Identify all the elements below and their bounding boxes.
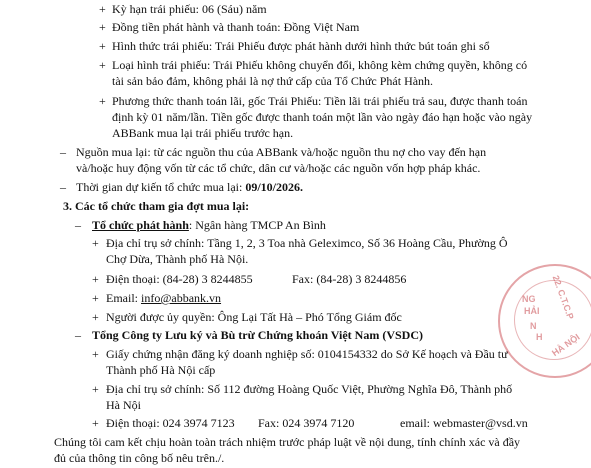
bullet-dash: – <box>60 145 66 159</box>
bullet-dash: – <box>60 180 66 194</box>
seal-text-mid4: H <box>536 332 543 342</box>
issuer-line <box>92 218 326 233</box>
vsdc-name: Tổng Công ty Lưu ký và Bù trừ Chứng khoán Việt Nam (VSDC) <box>92 328 423 342</box>
bullet-plus: + <box>92 236 99 250</box>
bullet-dash: – <box>75 218 81 232</box>
bullet-plus: + <box>92 310 99 324</box>
issuer-name: : Ngân hàng TMCP An Bình <box>188 218 326 232</box>
issuer-fax: Fax: (84-28) 3 8244856 <box>292 272 407 286</box>
bullet-plus: + <box>99 2 106 16</box>
issuer-label: Tổ chức phát hành <box>92 218 189 232</box>
bullet-dash: – <box>75 328 81 342</box>
expected-time-label: Thời gian dự kiến tổ chức mua lại: <box>76 180 246 194</box>
bullet-plus: + <box>92 291 99 305</box>
seal-text-mid3: N <box>530 321 537 331</box>
issuer-email-label: Email: <box>106 291 141 305</box>
closing-line1: Chúng tôi cam kết chịu hoàn toàn trách nhiệm trước pháp luật về nội dung, tính chính xác và đầy <box>54 435 521 449</box>
issuer-address-line1: Địa chỉ trụ sở chính: Tầng 1, 2, 3 Toa nhà Geleximco, Số 36 Hoàng Cầu, Phường Ô <box>106 236 508 250</box>
bullet-plus: + <box>99 94 106 108</box>
bond-type-line1: Loại hình trái phiếu: Trái Phiếu không chuyển đổi, không kèm chứng quyền, không có <box>112 58 528 72</box>
issuer-address-line2: Chợ Dừa, Thành phố Hà Nội. <box>106 252 249 266</box>
payment-method-line2: định kỳ 01 năm/lần. Tiền gốc được thanh toán một lần vào ngày đáo hạn hoặc vào ngày <box>112 110 533 124</box>
bond-tenor: Kỳ hạn trái phiếu: 06 (Sáu) năm <box>112 2 267 16</box>
vsdc-email: email: webmaster@vsd.vn <box>400 416 528 430</box>
vsdc-address-line2: Hà Nội <box>106 398 141 412</box>
seal-text-mid2: HẢI <box>524 306 540 316</box>
seal-text-top: 22. C.T.C.P <box>550 274 576 321</box>
vsdc-certificate-line1: Giấy chứng nhận đăng ký doanh nghiệp số: 0104154332 do Sở Kế hoạch và Đầu tư <box>106 347 508 361</box>
seal-text-bottom: HÀ NỘI <box>550 331 582 359</box>
issuer-phone: Điện thoại: (84-28) 3 8244855 <box>106 272 253 286</box>
expected-time-date: 09/10/2026. <box>245 180 303 194</box>
bond-form: Hình thức trái phiếu: Trái Phiếu được phát hành dưới hình thức bút toán ghi sổ <box>112 39 490 53</box>
issuer-email-link[interactable]: info@abbank.vn <box>141 291 222 305</box>
closing-line2: đủ của thông tin công bố nêu trên./. <box>54 451 225 465</box>
bullet-plus: + <box>92 347 99 361</box>
payment-method-line1: Phương thức thanh toán lãi, gốc Trái Phiếu: Tiền lãi trái phiếu trả sau, được thanh toán <box>112 94 528 108</box>
section3-heading: 3. Các tổ chức tham gia đợt mua lại: <box>63 199 250 213</box>
payment-method-line3: ABBank mua lại trái phiếu trước hạn. <box>112 126 294 140</box>
funding-source-line2: và/hoặc huy động vốn từ các tổ chức, dân cư và/hoặc các nguồn vốn hợp pháp khác. <box>76 161 481 175</box>
expected-time <box>76 180 303 195</box>
seal-text-mid1: NG <box>522 294 536 304</box>
bullet-plus: + <box>92 416 99 430</box>
bullet-plus: + <box>99 39 106 53</box>
bullet-plus: + <box>99 20 106 34</box>
bullet-plus: + <box>92 382 99 396</box>
issuer-email <box>106 291 221 306</box>
vsdc-phone: Điện thoại: 024 3974 7123 <box>106 416 235 430</box>
issuer-representative: Người được ủy quyền: Ông Lại Tất Hà – Phó Tổng Giám đốc <box>106 310 402 324</box>
vsdc-fax: Fax: 024 3974 7120 <box>258 416 355 430</box>
bullet-plus: + <box>92 272 99 286</box>
bond-currency: Đồng tiền phát hành và thanh toán: Đồng Việt Nam <box>112 20 360 34</box>
vsdc-certificate-line2: Thành phố Hà Nội cấp <box>106 363 216 377</box>
bullet-plus: + <box>99 58 106 72</box>
vsdc-address-line1: Địa chỉ trụ sở chính: Số 112 đường Hoàng Quốc Việt, Phường Nghĩa Đô, Thành phố <box>106 382 513 396</box>
funding-source-line1: Nguồn mua lại: từ các nguồn thu của ABBank và/hoặc nguồn thu nợ cho vay đến hạn <box>76 145 487 159</box>
company-seal <box>498 264 591 378</box>
bond-type-line2: tài sản bảo đảm, không phải là nợ thứ cấp của Tổ Chức Phát Hành. <box>112 74 434 88</box>
